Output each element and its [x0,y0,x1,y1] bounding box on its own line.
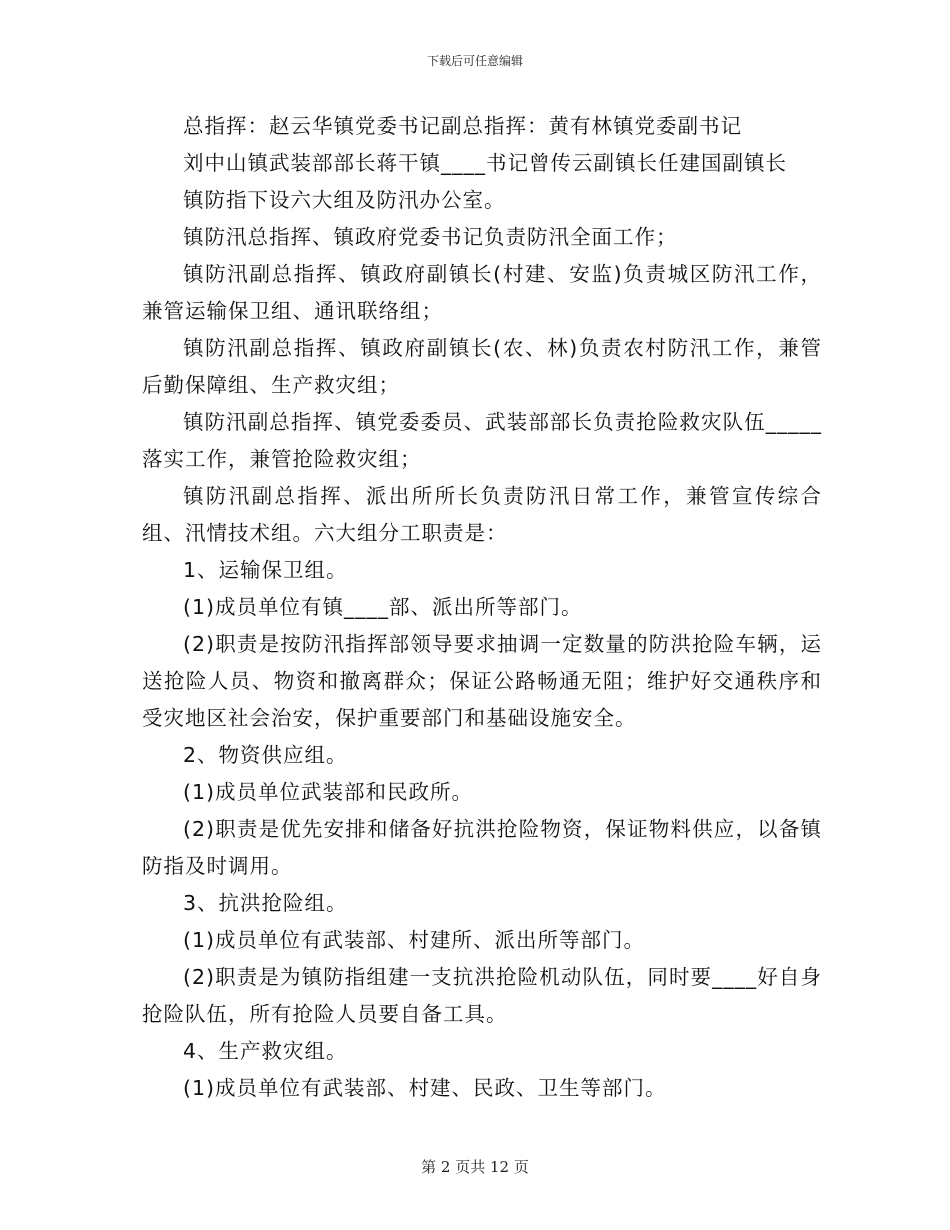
paragraph: (2)职责是按防汛指挥部领导要求抽调一定数量的防洪抢险车辆，运送抢险人员、物资和撤离群众；保证公路畅通无阻；维护好交通秩序和受灾地区社会治安，保护重要部门和基础设施安全。 [142,632,822,730]
paragraph: 镇防汛总指挥、镇政府党委书记负责防汛全面工作； [183,225,678,249]
paragraph: 镇防汛副总指挥、镇政府副镇长(村建、安监)负责城区防汛工作，兼管运输保卫组、通讯联络组； [142,262,822,323]
paragraph: 刘中山镇武装部部长蒋干镇____书记曾传云副镇长任建国副镇长 [183,151,787,175]
section-heading: 1、运输保卫组。 [183,558,348,582]
paragraph: 镇防汛副总指挥、派出所所长负责防汛日常工作，兼管宣传综合组、汛情技术组。六大组分工职责是： [142,484,822,545]
paragraph: 镇防指下设六大组及防汛办公室。 [183,188,506,212]
paragraph: (2)职责是优先安排和储备好抗洪抢险物资，保证物料供应，以备镇防指及时调用。 [142,817,822,878]
document-body [142,108,822,1107]
paragraph: (1)成员单位有武装部、村建所、派出所等部门。 [183,928,646,952]
section-heading: 4、生产救灾组。 [183,1039,348,1063]
paragraph: (1)成员单位有武装部、村建、民政、卫生等部门。 [183,1076,667,1100]
paragraph: 镇防汛副总指挥、镇党委委员、武装部部长负责抢险救灾队伍_____落实工作，兼管抢险救灾组； [142,410,822,471]
paragraph: (1)成员单位有镇____部、派出所等部门。 [183,595,583,619]
page-header: 下载后可任意编辑 [426,54,523,68]
section-heading: 3、抗洪抢险组。 [183,891,348,915]
paragraph: (2)职责是为镇防指组建一支抗洪抢险机动队伍，同时要____好自身抢险队伍，所有抢险人员要自备工具。 [142,965,822,1026]
paragraph: (1)成员单位武装部和民政所。 [183,780,474,804]
paragraph: 镇防汛副总指挥、镇政府副镇长(农、林)负责农村防汛工作，兼管后勤保障组、生产救灾组； [142,336,822,397]
paragraph: 总指挥：赵云华镇党委书记副总指挥：黄有林镇党委副书记 [183,114,742,138]
section-heading: 2、物资供应组。 [183,743,348,767]
page-footer: 第 2 页共 12 页 [421,1158,529,1176]
